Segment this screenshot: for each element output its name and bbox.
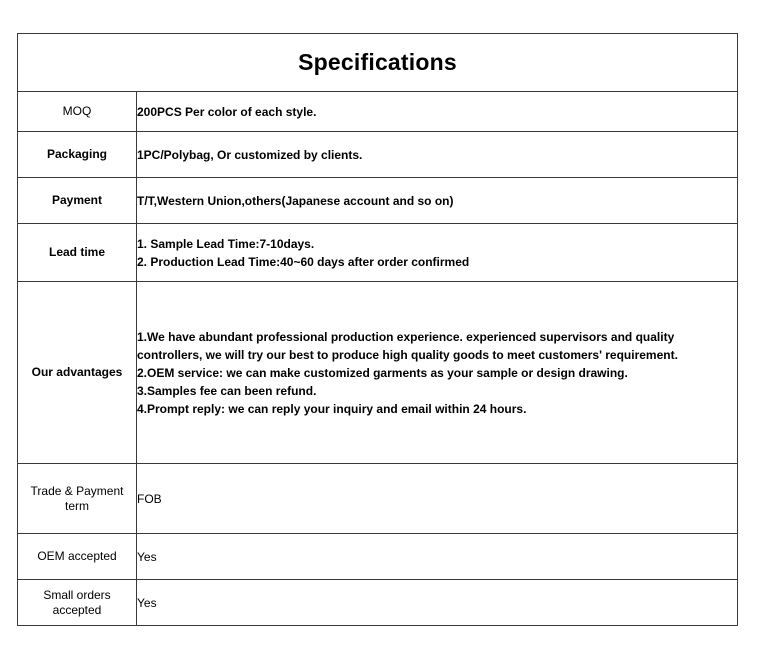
row-label-small-orders: Small orders accepted xyxy=(18,580,137,626)
row-label-payment: Payment xyxy=(18,178,137,224)
table-row xyxy=(18,534,738,580)
value-line: 1. Sample Lead Time:7-10days. xyxy=(137,236,315,251)
value-line: 200PCS Per color of each style. xyxy=(137,104,317,119)
value-line: 3.Samples fee can been refund. xyxy=(137,383,317,398)
table-row xyxy=(18,580,738,626)
row-value-trade-payment-term xyxy=(137,464,738,534)
value-line: FOB xyxy=(137,491,162,506)
row-label-lead-time: Lead time xyxy=(18,224,137,282)
value-line: 2. Production Lead Time:40~60 days after order confirmed xyxy=(137,254,470,269)
table-row xyxy=(18,178,738,224)
row-label-advantages: Our advantages xyxy=(18,282,137,464)
table-title: Specifications xyxy=(18,34,738,92)
value-line: 1.We have abundant professional production experience. experienced supervisors and quality xyxy=(137,329,675,344)
row-value-advantages xyxy=(137,282,738,464)
table-row xyxy=(18,282,738,464)
row-label-oem-accepted: OEM accepted xyxy=(18,534,137,580)
value-line: 4.Prompt reply: we can reply your inquiry and email within 24 hours. xyxy=(137,401,527,416)
row-value-moq xyxy=(137,92,738,132)
row-value-packaging xyxy=(137,132,738,178)
value-line: Yes xyxy=(137,549,157,564)
table-row xyxy=(18,464,738,534)
value-line: 2.OEM service: we can make customized garments as your sample or design drawing. xyxy=(137,365,628,380)
value-line: 1PC/Polybag, Or customized by clients. xyxy=(137,147,363,162)
row-value-lead-time xyxy=(137,224,738,282)
row-value-small-orders xyxy=(137,580,738,626)
value-line: Yes xyxy=(137,595,157,610)
table-row xyxy=(18,224,738,282)
value-line: controllers, we will try our best to produce high quality goods to meet customers' requirement. xyxy=(137,347,678,362)
value-line: T/T,Western Union,others(Japanese account and so on) xyxy=(137,193,454,208)
row-label-packaging: Packaging xyxy=(18,132,137,178)
row-label-trade-payment-term: Trade & Payment term xyxy=(18,464,137,534)
row-label-moq: MOQ xyxy=(18,92,137,132)
table-row xyxy=(18,132,738,178)
table-row xyxy=(18,92,738,132)
specifications-table xyxy=(17,33,738,626)
row-value-oem-accepted xyxy=(137,534,738,580)
row-value-payment xyxy=(137,178,738,224)
title-row xyxy=(18,34,738,92)
